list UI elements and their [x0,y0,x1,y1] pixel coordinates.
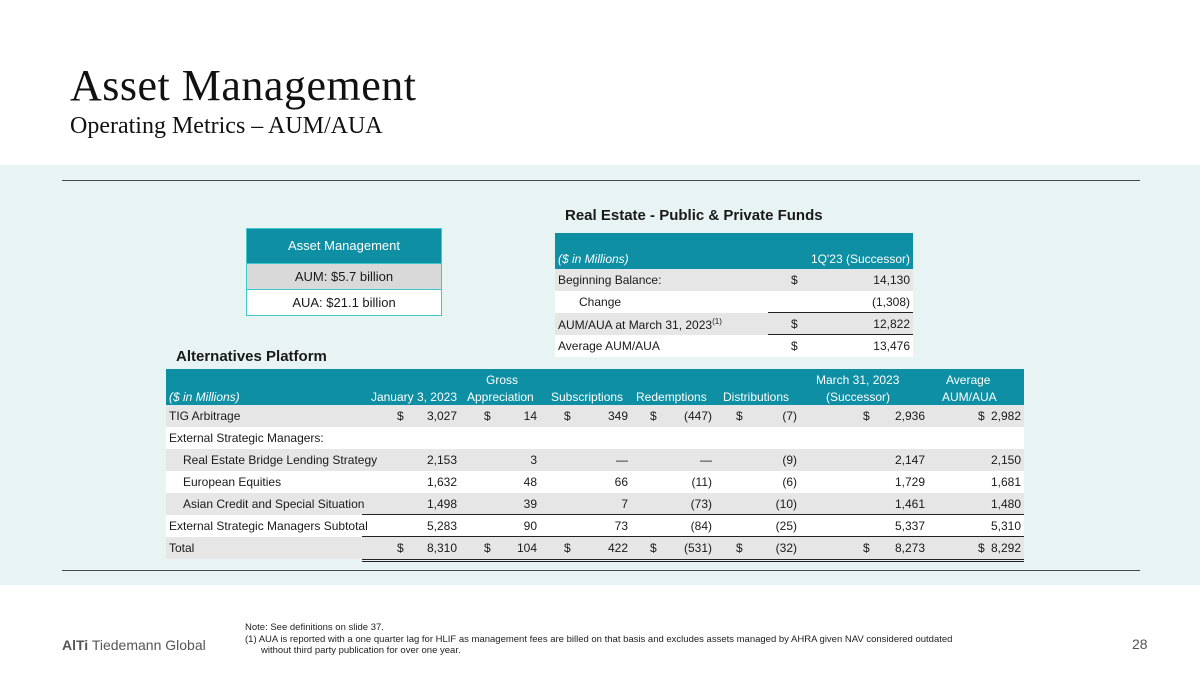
alternatives-title: Alternatives Platform [176,348,327,365]
logo-rest: Tiedemann Global [88,637,206,653]
dollar-sign: $ [484,409,491,423]
dollar-sign: $ [736,409,743,423]
cell-subs: 73 [614,519,628,533]
cell-red: (84) [690,519,712,533]
cell-dist: (7) [782,409,797,423]
cell-gross: 14 [523,409,537,423]
cell-avg: 5,310 [990,519,1021,533]
cell-mar: 8,273 [894,541,925,555]
table-row [166,405,1024,427]
cell-jan: 8,310 [426,541,457,555]
dollar-sign: $ [863,409,870,423]
row-label: TIG Arbitrage [169,409,241,423]
dollar-sign: $ [978,541,985,555]
dollar-sign: $ [863,541,870,555]
page-subtitle: Operating Metrics – AUM/AUA [70,113,383,139]
row-label: Total [169,541,195,555]
row-value: (1,308) [871,295,910,309]
real-estate-header [555,233,913,269]
cell-gross: 3 [530,453,537,467]
cell-gross: 48 [523,475,537,489]
table-row [166,537,1024,559]
real-estate-table [555,233,913,357]
cell-jan: 2,153 [426,453,457,467]
row-value: 13,476 [873,339,910,353]
alt-col-gross-top: Gross [486,373,519,387]
alt-col-subs: Subscriptions [551,390,624,404]
dollar-sign: $ [564,409,571,423]
bottom-divider [62,570,1140,571]
double-underline [362,561,1024,562]
cell-red: (11) [691,475,712,489]
dollar-sign: $ [791,339,798,353]
alt-col-dist: Distributions [723,390,790,404]
alt-col-avg-top: Average [946,373,991,387]
alt-col-mar-top: March 31, 2023 [816,373,900,387]
footnote-marker: (1) [712,317,722,326]
row-label: Change [579,295,622,309]
dollar-sign: $ [397,409,404,423]
dollar-sign: $ [736,541,743,555]
dollar-sign: $ [791,273,798,287]
row-label: External Strategic Managers Subtotal [169,519,368,533]
cell-dist: (9) [782,453,797,467]
cell-subs: — [616,453,628,467]
row-value: 14,130 [873,273,910,287]
cell-jan: 3,027 [426,409,457,423]
alternatives-header [166,369,1024,405]
row-label: European Equities [183,475,282,489]
dollar-sign: $ [791,317,798,331]
alt-col-label: ($ in Millions) [169,390,240,404]
dollar-sign: $ [564,541,571,555]
top-divider [62,180,1140,181]
aum-box-heading: Asset Management [247,229,441,263]
cell-red: — [700,453,712,467]
footnote-1: (1) AUA is reported with a one quarter lag for HLIF as management fees are billed on that basis and excludes assets managed by AHRA given NAV considered outdated without third party publication for over one year. [245,633,953,656]
alternatives-table [166,369,1024,559]
cell-avg: 8,292 [990,541,1021,555]
cell-gross: 39 [523,497,537,511]
cell-dist: (6) [782,475,797,489]
dollar-sign: $ [978,409,985,423]
cell-mar: 5,337 [894,519,925,533]
real-estate-title: Real Estate - Public & Private Funds [565,207,823,224]
alt-col-red: Redemptions [636,390,707,404]
company-logo [62,637,206,653]
cell-gross: 104 [516,541,537,555]
row-label: Beginning Balance: [558,273,662,287]
aum-summary-box [246,228,442,316]
table-row [555,269,913,291]
re-col-label: ($ in Millions) [558,252,629,266]
row-value: 12,822 [873,317,910,331]
dollar-sign: $ [650,409,657,423]
table-row [166,471,1024,493]
cell-mar: 2,936 [894,409,925,423]
cell-avg: 1,480 [990,497,1021,511]
cell-avg: 1,681 [990,475,1021,489]
table-row [166,449,1024,471]
cell-red: (447) [683,409,712,423]
re-col-period: 1Q'23 (Successor) [811,252,910,266]
cell-jan: 5,283 [426,519,457,533]
cell-subs: 66 [614,475,628,489]
aua-value: AUA: $21.1 billion [247,289,441,315]
cell-jan: 1,498 [426,497,457,511]
table-row [555,291,913,313]
logo-bold: AlTi [62,637,89,653]
cell-jan: 1,632 [426,475,457,489]
cell-avg: 2,982 [990,409,1021,423]
note-line: Note: See definitions on slide 37. [245,622,384,633]
cell-subs: 7 [621,497,628,511]
page-number: 28 [1132,636,1148,652]
cell-red: (73) [690,497,712,511]
dollar-sign: $ [650,541,657,555]
aum-value: AUM: $5.7 billion [247,263,441,289]
table-row [166,515,1024,537]
dollar-sign: $ [397,541,404,555]
page-title: Asset Management [70,61,417,110]
cell-mar: 1,461 [894,497,925,511]
cell-subs: 349 [607,409,628,423]
table-row [166,493,1024,515]
row-label [558,317,722,332]
cell-red: (531) [683,541,712,555]
row-label: External Strategic Managers: [169,431,324,445]
footnotes [245,622,965,657]
alt-col-jan: January 3, 2023 [370,390,457,404]
table-row [555,335,913,357]
cell-dist: (25) [775,519,797,533]
cell-mar: 2,147 [894,453,925,467]
alt-col-gross-bottom: Appreciation [467,390,534,404]
cell-dist: (10) [775,497,797,511]
row-label: Average AUM/AUA [558,339,660,353]
cell-dist: (32) [775,541,797,555]
cell-avg: 2,150 [990,453,1021,467]
row-label: Asian Credit and Special Situation [183,497,365,511]
double-underline [362,559,1024,560]
row-label-text: AUM/AUA at March 31, 2023 [558,318,713,332]
table-row [166,427,1024,449]
cell-subs: 422 [607,541,628,555]
row-label: Real Estate Bridge Lending Strategy [183,453,378,467]
cell-gross: 90 [523,519,537,533]
table-row [555,313,913,335]
alt-col-avg-bottom: AUM/AUA [942,390,997,404]
alt-col-mar-bottom: (Successor) [826,390,891,404]
dollar-sign: $ [484,541,491,555]
cell-mar: 1,729 [894,475,925,489]
